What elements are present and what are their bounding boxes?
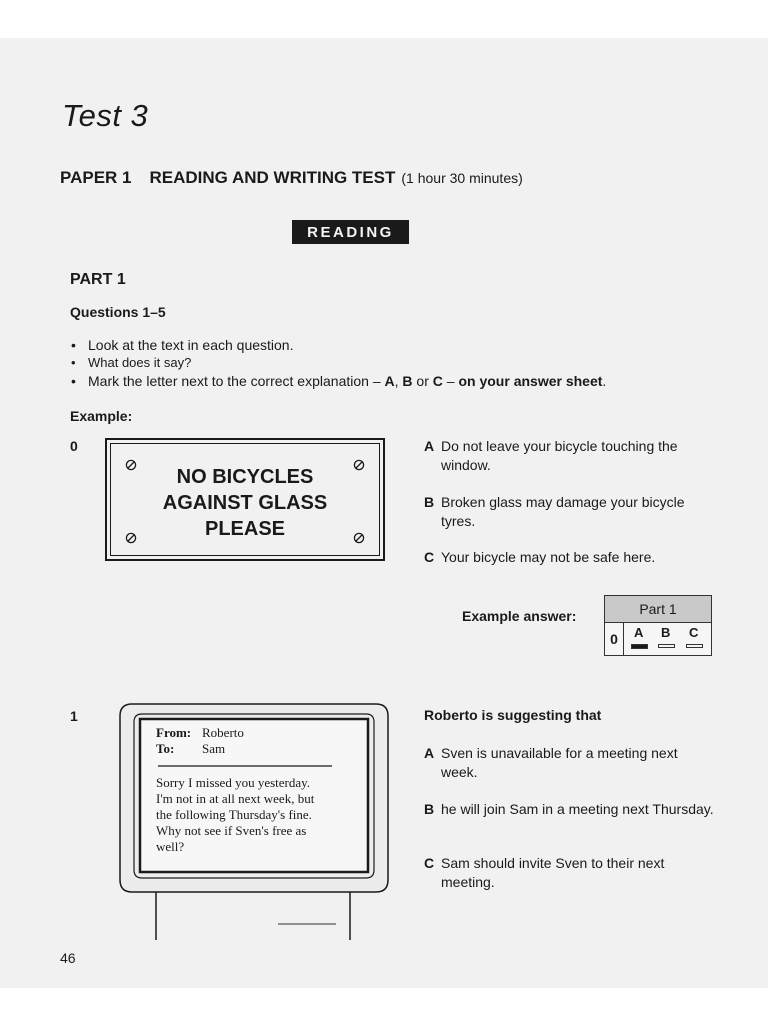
memo-line: well?: [156, 839, 185, 854]
sign-line: PLEASE: [204, 518, 286, 540]
option-text: he will join Sam in a meeting next Thursday.: [441, 801, 714, 817]
option-letter: A: [424, 438, 435, 454]
option-letter: C: [424, 855, 435, 871]
memo-to: To: Sam: [156, 741, 226, 756]
option-letter: A: [424, 745, 435, 761]
option-b: [424, 493, 714, 531]
page-number: 46: [60, 950, 76, 966]
option-c: [424, 548, 714, 567]
option-a: [424, 437, 714, 475]
option-letter: B: [424, 494, 435, 510]
memo-screen: [140, 719, 370, 857]
part-heading: PART 1: [70, 271, 126, 288]
questions-range: Questions 1–5: [70, 304, 166, 320]
answer-letter: B: [661, 625, 671, 640]
paper-heading: [60, 168, 523, 188]
answer-letter: A: [634, 625, 644, 640]
option-c: [424, 854, 714, 892]
answer-mark-selected: [631, 644, 648, 649]
option-letter: B: [424, 801, 435, 817]
answer-sheet-header: Part 1: [605, 596, 711, 623]
option-letter: C: [424, 549, 435, 565]
memo-line: the following Thursday's fine.: [156, 807, 312, 822]
sign-line: NO BICYCLES: [176, 466, 314, 488]
question-number: 1: [70, 708, 78, 724]
example-sign: [105, 438, 385, 561]
option-a: [424, 744, 714, 782]
example-label: Example:: [70, 408, 133, 424]
answer-sheet-sample: [604, 595, 712, 656]
sign-line: AGAINST GLASS: [162, 492, 328, 514]
test-title: Test 3: [62, 98, 149, 133]
answer-mark-empty: [686, 644, 703, 648]
instruction-item: • What does it say?: [70, 354, 606, 372]
paper-number: PAPER 1: [60, 168, 132, 187]
option-b: [424, 800, 714, 819]
section-badge: READING: [292, 220, 409, 244]
answer-mark-empty: [658, 644, 675, 648]
sign-text: [111, 464, 379, 542]
paper-name: READING AND WRITING TEST: [149, 168, 396, 187]
instruction-list: [70, 336, 606, 390]
exam-page: [0, 38, 768, 988]
example-answer-label: Example answer:: [462, 608, 577, 624]
memo-header: [156, 725, 244, 757]
option-text: Sam should invite Sven to their next meeting.: [441, 855, 665, 890]
answer-row-number: 0: [605, 622, 624, 655]
option-text: Your bicycle may not be safe here.: [441, 549, 656, 565]
sign-frame: [110, 443, 380, 556]
memo-body: [156, 775, 366, 855]
instruction-item: • Look at the text in each question.: [70, 336, 606, 354]
option-text: Broken glass may damage your bicycle tyres.: [441, 494, 685, 529]
question-stem: Roberto is suggesting that: [424, 707, 602, 723]
computer-monitor-illustration: [118, 702, 390, 940]
memo-line: Why not see if Sven's free as: [156, 823, 307, 838]
memo-from: From: Roberto: [156, 725, 244, 740]
example-number: 0: [70, 438, 78, 454]
memo-line: Sorry I missed you yesterday.: [156, 775, 311, 790]
instruction-item: • Mark the letter next to the correct explanation – A, B or C – on your answer sheet.: [70, 372, 606, 390]
option-text: Sven is unavailable for a meeting next week.: [441, 745, 678, 780]
option-text: Do not leave your bicycle touching the window.: [441, 438, 678, 473]
memo-line: I'm not in at all next week, but: [156, 791, 315, 806]
paper-duration: (1 hour 30 minutes): [401, 170, 523, 186]
answer-letter: C: [689, 625, 699, 640]
